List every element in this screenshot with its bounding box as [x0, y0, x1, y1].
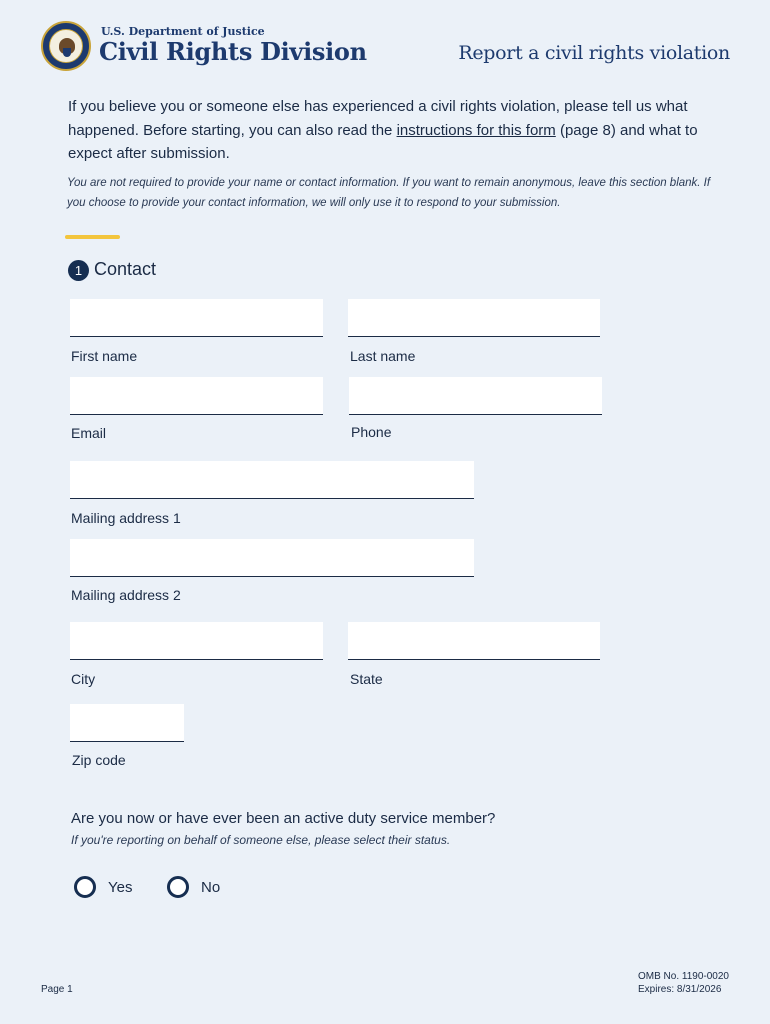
phone-label: Phone: [351, 424, 392, 440]
state-label: State: [350, 671, 383, 687]
radio-yes-label: Yes: [108, 879, 133, 896]
mailing-address-2-label: Mailing address 2: [71, 587, 181, 603]
form-title: Report a civil rights violation: [458, 42, 730, 64]
state-input[interactable]: [348, 622, 600, 660]
city-input[interactable]: [70, 622, 323, 660]
section-accent-divider: [65, 235, 120, 239]
anonymity-note: You are not required to provide your name or contact information. If you want to remain anonymous, leave this section blank. If you choose to provide your contact information, we will only use it to respond to your submission.: [67, 177, 711, 209]
intro-text-before: If you believe you or someone else has experienced a civil rights violation, please tell us what happened. Before starting, you can also read the: [68, 98, 688, 139]
mailing-address-2-input[interactable]: [70, 539, 474, 577]
section-title: Contact: [94, 259, 157, 279]
email-label: Email: [71, 425, 107, 441]
phone-input[interactable]: [349, 377, 602, 415]
instructions-link[interactable]: instructions for this form: [396, 121, 556, 139]
radio-yes[interactable]: [74, 876, 96, 898]
mailing-address-1-label: Mailing address 1: [71, 510, 181, 526]
intro-text-after: (page 8) and what to expect after submission.: [68, 121, 698, 162]
omb-expiration: Expires: 8/31/2026: [638, 984, 722, 995]
last-name-input[interactable]: [348, 299, 600, 337]
omb-number: OMB No. 1190-0020: [638, 971, 729, 982]
email-input[interactable]: [70, 377, 323, 415]
mailing-address-1-input[interactable]: [70, 461, 474, 499]
section-number-badge: 1: [68, 260, 89, 281]
doj-seal-icon: [41, 21, 91, 71]
intro-paragraph: [68, 95, 708, 166]
radio-no-label: No: [201, 879, 221, 896]
first-name-input[interactable]: [70, 299, 323, 337]
division-title: Civil Rights Division: [99, 37, 367, 66]
zip-code-input[interactable]: [70, 704, 184, 742]
service-member-hint: If you're reporting on behalf of someone else, please select their status.: [71, 833, 451, 847]
radio-no[interactable]: [167, 876, 189, 898]
omb-info: [638, 970, 729, 996]
zip-code-label: Zip code: [72, 752, 126, 768]
city-label: City: [71, 671, 96, 687]
service-member-question: Are you now or have ever been an active duty service member?: [71, 810, 496, 827]
first-name-label: First name: [71, 348, 138, 364]
department-name: U.S. Department of Justice: [101, 25, 265, 38]
page-number: Page 1: [41, 984, 73, 995]
last-name-label: Last name: [350, 348, 416, 364]
